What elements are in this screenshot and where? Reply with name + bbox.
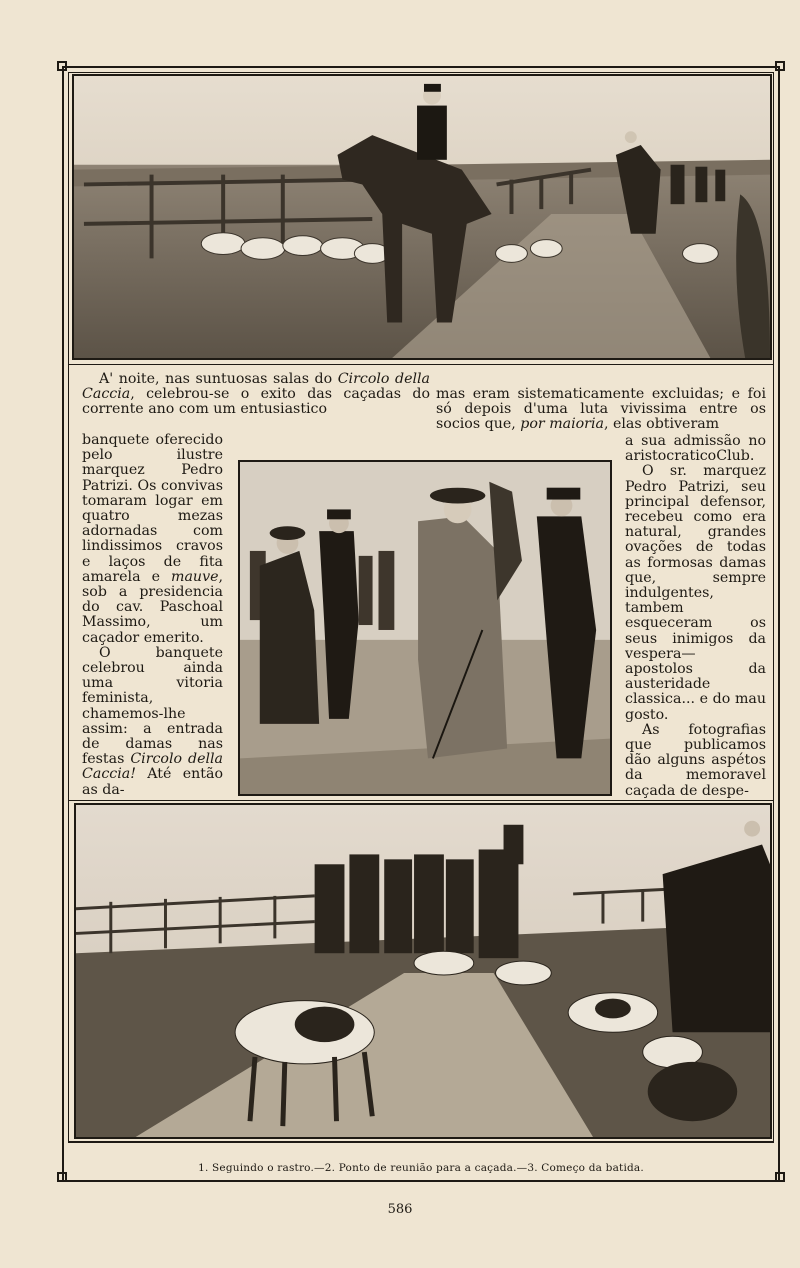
photo-caption: 1. Seguindo o rastro.—2. Ponto de reunião para a caçada.—3. Começo da batida. (198, 1162, 644, 1174)
article-paragraph-2 (82, 646, 223, 798)
corner-ornament-bottom-right (775, 1172, 785, 1182)
text-run: Até então as da- (82, 766, 223, 798)
article-paragraph-3-start (436, 387, 766, 433)
article-paragraph-4: O sr. marquez Pedro Patrizi, seu principal defensor, recebeu como era natural, grandes ovações de todas as formosas damas que, sempre indulgentes, tambem esqueceram os seus inimigos da vespera— apostolos da austeridade classica... e do mau gosto. (625, 463, 766, 723)
article-column-left (82, 433, 223, 798)
divider-middle (68, 800, 774, 801)
text-run: A' noite, nas suntuosas salas do (99, 371, 338, 387)
page-number: 586 (387, 1202, 413, 1217)
photo-hunt-beginning (74, 803, 772, 1139)
article-paragraph-1-rest: banquete oferecido pelo ilustre marquez Pedro Patrizi. Os convivas tomaram logar em quatro mezas adornadas com lindissimos cravos e laços de fita amarela e mauve, sob a presidencia do cav. Paschoal Massimo, um caçador emerito. (82, 432, 223, 646)
phrase-italic: por maioria (520, 416, 604, 433)
article-paragraph-3-rest: a sua admissão no aristocraticoClub. (625, 433, 766, 465)
article-column-left-top (82, 372, 430, 418)
article-column-right-top (436, 387, 766, 433)
corner-ornament-top-left (57, 61, 67, 71)
divider-top (68, 364, 774, 365)
text-run-continues: , elas obtiveram (603, 416, 720, 433)
corner-ornament-top-right (775, 61, 785, 71)
text-run: O banquete celebrou ainda uma vitoria feminista, chamemos-lhe assim: a entrada de damas nas festas (82, 644, 223, 768)
photo-meeting-point (238, 460, 612, 796)
club-name-italic: Circolo della Caccia! (82, 751, 223, 783)
article-column-right (625, 434, 766, 799)
article-paragraph-5: As fotografias que publicamos dão alguns aspétos da memoravel caçada de despe- (625, 721, 766, 799)
club-name-italic: Circolo della Caccia (82, 371, 430, 403)
photo-hunt-following-trail-illustration (74, 76, 770, 358)
divider-bottom (68, 1142, 774, 1143)
article-paragraph-1-start (82, 372, 430, 418)
text-run: mas eram sistematicamente excluidas; e foi só depois d'uma luta vivissima entre os socios que, (436, 386, 766, 433)
photo-hunt-following-trail (72, 74, 772, 360)
color-mauve-italic: mauve (171, 568, 219, 585)
corner-ornament-bottom-left (57, 1172, 67, 1182)
text-run-continues: , celebrou-se o exito das caçadas do corrente ano com um entusiastico (82, 386, 430, 418)
photo-hunt-beginning-illustration (76, 805, 770, 1137)
photo-meeting-point-illustration (240, 462, 610, 794)
